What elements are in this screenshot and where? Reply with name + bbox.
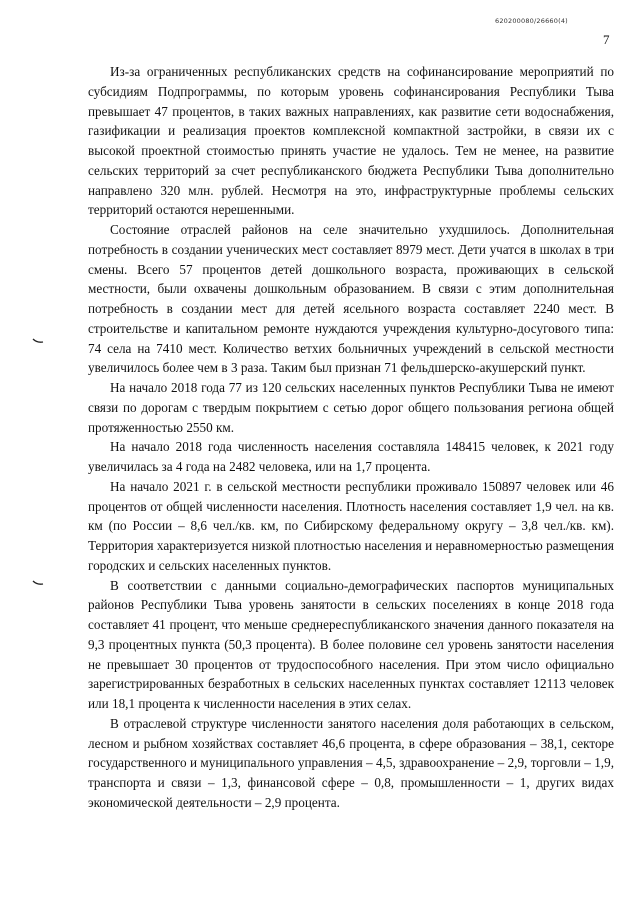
page-number: 7 (603, 32, 610, 47)
paragraph: На начало 2021 г. в сельской местности республики проживало 150897 человек или 46 процентов от общей численности населения. Плотность населения составляет 1,9 чел. на кв. км (по России – 8,6 чел./кв. км, по Сибирскому федеральному округу – 3,8 чел./кв. км). Территория характеризуется низкой плотностью населения и неравномерностью размещения городских и сельских населенных пунктов. (88, 478, 614, 573)
paragraph: На начало 2018 года 77 из 120 сельских населенных пунктов Республики Тыва не имеют связи по дорогам с твердым покрытием с сетью дорог общего пользования региона общей протяженностью 2550 км. (88, 380, 614, 435)
body-text (88, 62, 614, 813)
margin-mark (32, 338, 44, 344)
paragraph: На начало 2018 года численность населения составляла 148415 человек, к 2021 году увеличилась за 4 года на 2482 человека, или на 1,7 процента. (88, 439, 614, 474)
paragraph: В соответствии с данными социально-демографических паспортов муниципальных районов Республики Тыва уровень занятости в сельских поселениях в конце 2018 года составляет 41 процент, что меньше среднереспубликанского значения данного показателя на 9,3 процентных пункта (50,3 процента). В более половине сел уровень занятости населения не превышает 30 процентов от трудоспособного населения. При этом число официально зарегистрированных безработных в сельских населенных пунктах составляет 12113 человек или 18,1 процента к численности населения в этих селах. (88, 577, 614, 711)
paragraph: В отраслевой структуре численности занятого населения доля работающих в сельском, лесном и рыбном хозяйствах составляет 46,6 процента, в сфере образования – 38,1, секторе государственного и муниципального управления – 4,5, здравоохранение – 2,9, торговли – 1,9, транспорта и связи – 1,3, финансовой сфере – 0,8, промышленности – 1, других видах экономической деятельности – 2,9 процента. (88, 715, 614, 810)
document-code: 620200080/26660(4) (495, 17, 568, 25)
paragraph: Состояние отраслей районов на селе значительно ухудшилось. Дополнительная потребность в создании ученических мест составляет 8979 мест. Дети учатся в школах в три смены. Всего 57 процентов детей дошкольного возраста, проживающих в сельской местности, были охвачены дошкольным образованием. В связи с этим дополнительная потребность в создании мест для детей ясельного возраста составляет 2240 мест. В строительстве и капитальном ремонте нуждаются учреждения культурно-досугового типа: 74 села на 7410 мест. Количество ветхих больничных учреждений в сельской местности увеличилось более чем в 3 раза. Таким был признан 71 фельдшерско-акушерский пункт. (88, 222, 614, 376)
paragraph: Из-за ограниченных республиканских средств на софинансирование мероприятий по субсидиям Подпрограммы, по которым уровень софинансирования Республики Тыва превышает 47 процентов, в таких важных направлениях, как развитие сети водоснабжения, газификации и реализация проектов комплексной компактной застройки, в связи их с высокой проектной стоимостью принять участие не удалось. Тем не менее, на развитие сельских территорий за счет республиканского бюджета Республики Тыва дополнительно направлено 320 млн. рублей. Несмотря на это, инфраструктурные проблемы сельских территорий остаются нерешенными. (88, 64, 614, 218)
margin-mark (32, 580, 44, 586)
